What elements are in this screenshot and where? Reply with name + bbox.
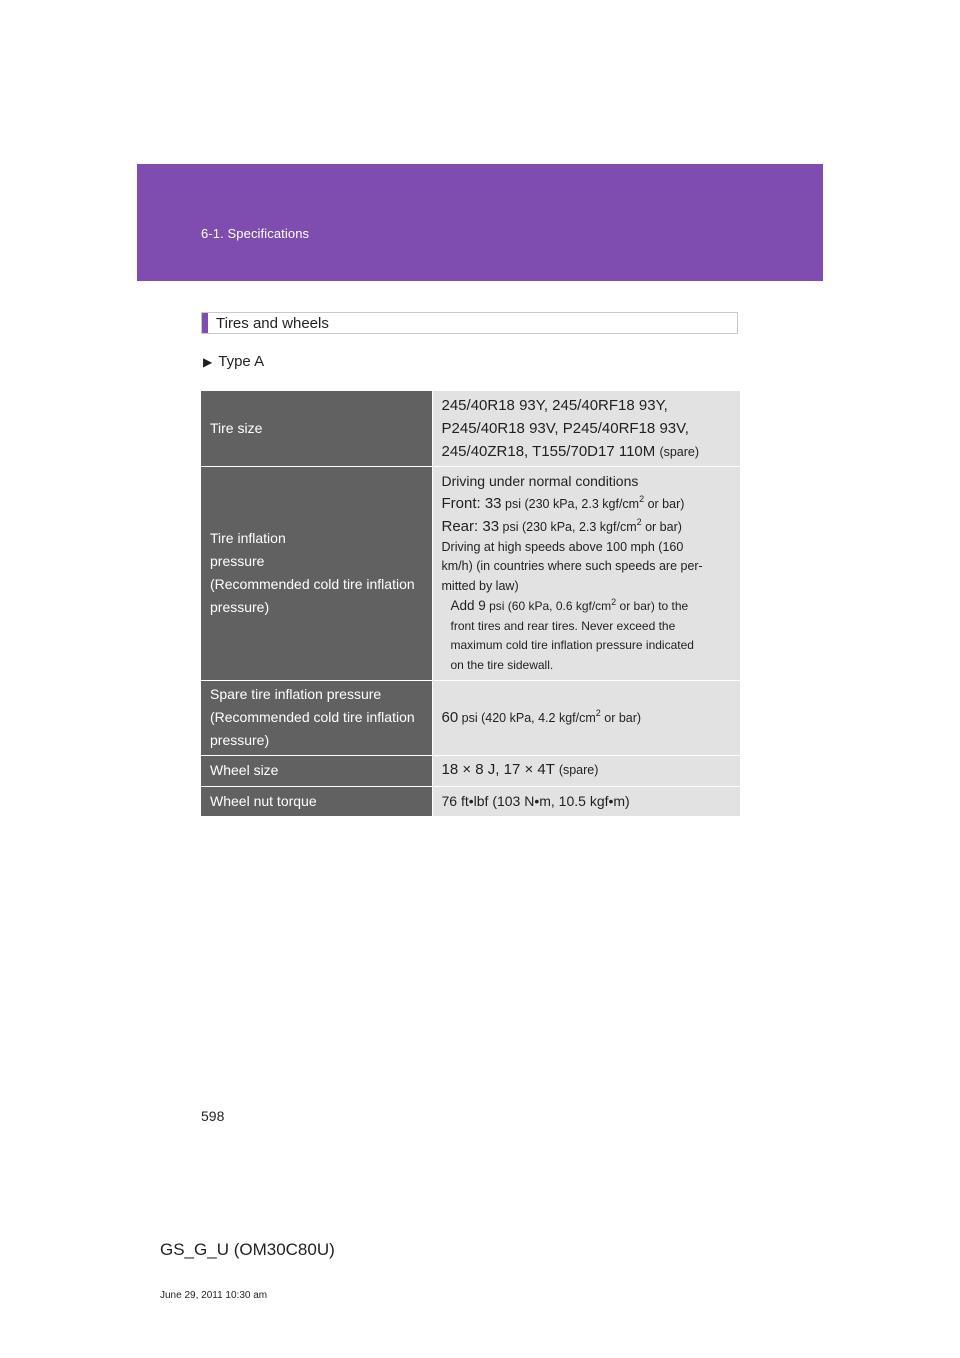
inflation-label-line-1: Tire inflation xyxy=(210,530,286,546)
title-accent-bar xyxy=(202,313,208,333)
rear-pressure xyxy=(442,515,738,538)
section-title-box xyxy=(201,312,738,334)
high-speed-line-2: km/h) (in countries where such speeds are per- xyxy=(441,559,703,574)
table-row-wheel-size xyxy=(201,755,740,786)
spare-rest: psi (420 kPa, 4.2 kgf/cm xyxy=(458,711,596,725)
tire-size-label: Tire size xyxy=(201,391,432,466)
spare-value xyxy=(432,680,740,755)
table-row-tire-size xyxy=(201,391,740,466)
spare-end: or bar) xyxy=(600,711,642,725)
tire-size-spare: (spare) xyxy=(659,444,700,459)
type-label-text: Type A xyxy=(218,353,265,370)
inflation-value xyxy=(432,466,740,680)
wheel-nut-label: Wheel nut torque xyxy=(201,786,432,816)
tire-size-line-1: 245/40R18 93Y, 245/40RF18 93Y, xyxy=(441,396,668,414)
tire-size-line-3 xyxy=(442,440,738,463)
spare-label-line-3: pressure) xyxy=(210,732,270,748)
inflation-label xyxy=(201,466,432,680)
add-line-2: front tires and rear tires. Never exceed the xyxy=(450,618,676,633)
doc-code: GS_G_U (OM30C80U) xyxy=(160,1240,335,1259)
inflation-label-line-4: pressure) xyxy=(210,599,270,615)
rear-rest: psi (230 kPa, 2.3 kgf/cm xyxy=(499,519,637,534)
spare-label-line-2: (Recommended cold tire inflation xyxy=(210,709,415,725)
section-label: 6-1. Specifications xyxy=(201,226,310,241)
rear-end: or bar) xyxy=(641,519,682,534)
table-row-wheel-nut xyxy=(201,786,740,816)
triangle-right-icon: ▶ xyxy=(203,354,213,369)
wheel-size-spare: (spare) xyxy=(558,763,599,777)
front-pressure xyxy=(442,492,738,515)
spare-pressure xyxy=(442,706,738,729)
spare-label xyxy=(201,680,432,755)
front-end: or bar) xyxy=(644,496,685,511)
tire-size-value xyxy=(432,391,740,466)
inflation-label-line-2: pressure xyxy=(210,553,265,569)
wheel-size-text: 18 × 8 J, 17 × 4T xyxy=(441,761,555,778)
page-number: 598 xyxy=(201,1108,225,1124)
add-rest: psi (60 kPa, 0.6 kgf/cm xyxy=(485,599,612,614)
spec-table xyxy=(201,391,740,817)
tire-size-line-3-text: 245/40ZR18, T155/70D17 110M xyxy=(441,442,656,460)
rear-lead: Rear: 33 xyxy=(441,517,500,535)
inflation-label-line-3: (Recommended cold tire inflation xyxy=(210,576,415,592)
high-speed-line-1: Driving at high speeds above 100 mph (160 xyxy=(441,539,684,554)
wheel-nut-value: 76 ft•lbf (103 N•m, 10.5 kgf•m) xyxy=(432,786,740,816)
add-sup: 2 xyxy=(611,597,617,608)
add-lead: Add 9 xyxy=(450,598,486,614)
front-lead: Front: 33 xyxy=(441,494,502,512)
spare-sup: 2 xyxy=(595,708,601,718)
front-sup: 2 xyxy=(639,493,645,504)
add-line-1 xyxy=(442,596,738,617)
table-row-inflation xyxy=(201,466,740,680)
add-line-4: on the tire sidewall. xyxy=(450,657,554,672)
spare-label-line-1: Spare tire inflation pressure xyxy=(210,686,382,702)
wheel-size-value xyxy=(432,755,740,786)
table-row-spare xyxy=(201,680,740,755)
spare-lead: 60 xyxy=(441,709,459,726)
section-title: Tires and wheels xyxy=(216,314,329,332)
chapter-header-band xyxy=(137,164,823,281)
rear-sup: 2 xyxy=(636,516,642,527)
add-end: or bar) to the xyxy=(616,599,689,614)
add-line-3: maximum cold tire inflation pressure indicated xyxy=(450,638,694,653)
high-speed-line-3: mitted by law) xyxy=(441,578,519,593)
doc-date: June 29, 2011 10:30 am xyxy=(160,1290,268,1301)
normal-heading: Driving under normal conditions xyxy=(441,472,639,489)
wheel-size-label: Wheel size xyxy=(201,755,432,786)
front-rest: psi (230 kPa, 2.3 kgf/cm xyxy=(501,496,640,511)
type-label xyxy=(203,353,264,370)
tire-size-line-2: P245/40R18 93V, P245/40RF18 93V, xyxy=(441,419,689,437)
